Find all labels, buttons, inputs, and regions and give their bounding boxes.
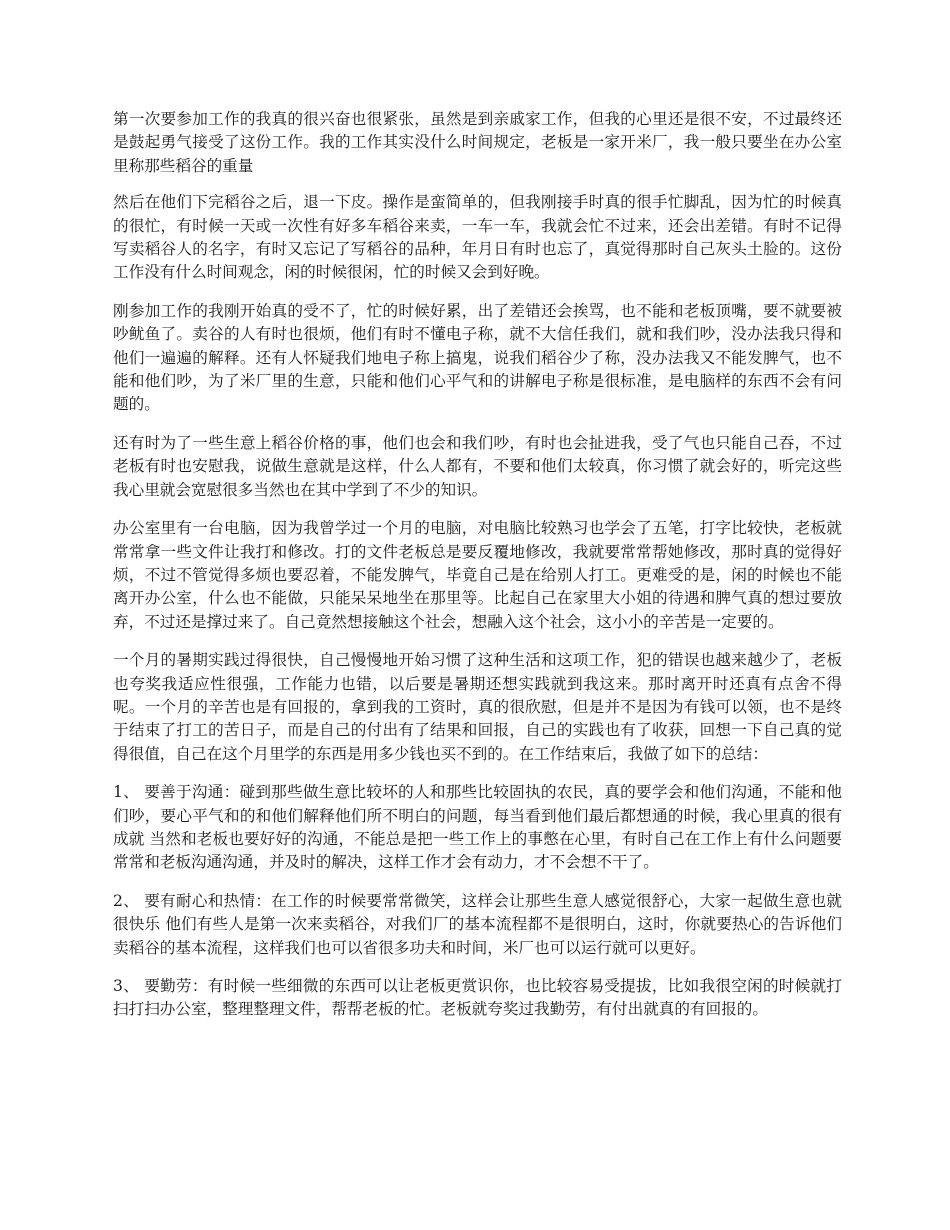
paragraph-5: 办公室里有一台电脑，因为我曾学过一个月的电脑，对电脑比较熟习也学会了五笔，打字比较快，老板就常常拿一些文件让我打和修改。打的文件老板总是要反覆地修改，我就要常常帮她修改，那时真的觉得好烦，不过不管觉得多烦也要忍着，不能发脾气，毕竟自己是在给别人打工。更难受的是，闲的时候也不能离开办公室，什么也不能做，只能呆呆地坐在那里等。比起自己在家里大小姐的待遇和脾气真的想过要放弃，不过还是撑过来了。自己竟然想接触这个社会，想融入这个社会，这小小的辛苦是一定要的。 [113, 519, 842, 631]
document-body [113, 108, 842, 1037]
paragraph-4: 还有时为了一些生意上稻谷价格的事，他们也会和我们吵，有时也会扯进我，受了气也只能自己吞，不过老板有时也安慰我，说做生意就是这样，什么人都有，不要和他们太较真，你习惯了就会好的，听完这些我心里就会宽慰很多当然也在其中学到了不少的知识。 [113, 433, 842, 499]
summary-point-2: 2、 要有耐心和热情：在工作的时候要常常微笑，这样会让那些生意人感觉很舒心，大家一起做生意也就很快乐 他们有些人是第一次来卖稻谷，对我们厂的基本流程都不是很明白，这时，你就要热心的告诉他们卖稻谷的基本流程，这样我们也可以省很多功夫和时间，米厂也可以运行就可以更好。 [113, 891, 842, 957]
paragraph-6: 一个月的暑期实践过得很快，自己慢慢地开始习惯了这种生活和这项工作，犯的错误也越来越少了，老板也夸奖我适应性很强，工作能力也错，以后要是暑期还想实践就到我这来。那时离开时还真有点舍不得呢。一个月的辛苦也是有回报的，拿到我的工资时，真的很欣慰，但是并不是因为有钱可以领，也不是终于结束了打工的苦日子，而是自己的付出有了结果和回报，自己的实践也有了收获，回想一下自己真的觉得很值，自己在这个月里学的东西是用多少钱也买不到的。在工作结束后，我做了如下的总结： [113, 651, 842, 763]
paragraph-1: 第一次要参加工作的我真的很兴奋也很紧张，虽然是到亲戚家工作，但我的心里还是很不安，不过最终还是鼓起勇气接受了这份工作。我的工作其实没什么时间规定，老板是一家开米厂，我一般只要坐在办公室里称那些稻谷的重量 [113, 110, 842, 175]
paragraph-2: 然后在他们下完稻谷之后，退一下皮。操作是蛮简单的，但我刚接手时真的很手忙脚乱，因为忙的时候真的很忙，有时候一天或一次性有好多车稻谷来卖，一车一车，我就会忙不过来，还会出差错。有时不记得写卖稻谷人的名字，有时又忘记了写稻谷的品种，年月日有时也忘了，真觉得那时自己灰头土脸的。这份工作没有什么时间观念，闲的时候很闲，忙的时候又会到好晚。 [113, 193, 842, 282]
summary-point-3: 3、 要勤劳：有时候一些细微的东西可以让老板更赏识你，也比较容易受提拔，比如我很空闲的时候就打扫打扫办公室，整理整理文件，帮帮老板的忙。老板就夸奖过我勤劳，有付出就真的有回报的。 [113, 977, 842, 1019]
paragraph-3: 刚参加工作的我刚开始真的受不了，忙的时候好累，出了差错还会挨骂，也不能和老板顶嘴，要不就要被吵鱿鱼了。卖谷的人有时也很烦，他们有时不懂电子称，就不大信任我们，就和我们吵，没办法我只得和他们一遍遍的解释。还有人怀疑我们地电子称上搞鬼，说我们稻谷少了称，没办法我又不能发脾气，也不能和他们吵，为了米厂里的生意，只能和他们心平气和的讲解电子称是很标准，是电脑样的东西不会有问题的。 [113, 301, 842, 414]
summary-point-1: 1、 要善于沟通：碰到那些做生意比较坏的人和那些比较固执的农民，真的要学会和他们沟通，不能和他们吵，要心平气和的和他们解释他们所不明白的问题，每当看到他们最后都想通的时候，我心里真的很有成就 当然和老板也要好好的沟通，不能总是把一些工作上的事憋在心里，有时自己在工作上有什么问题要常常和老板沟通沟通，并及时的解决，这样工作才会有动力，才不会想不干了。 [113, 783, 842, 872]
